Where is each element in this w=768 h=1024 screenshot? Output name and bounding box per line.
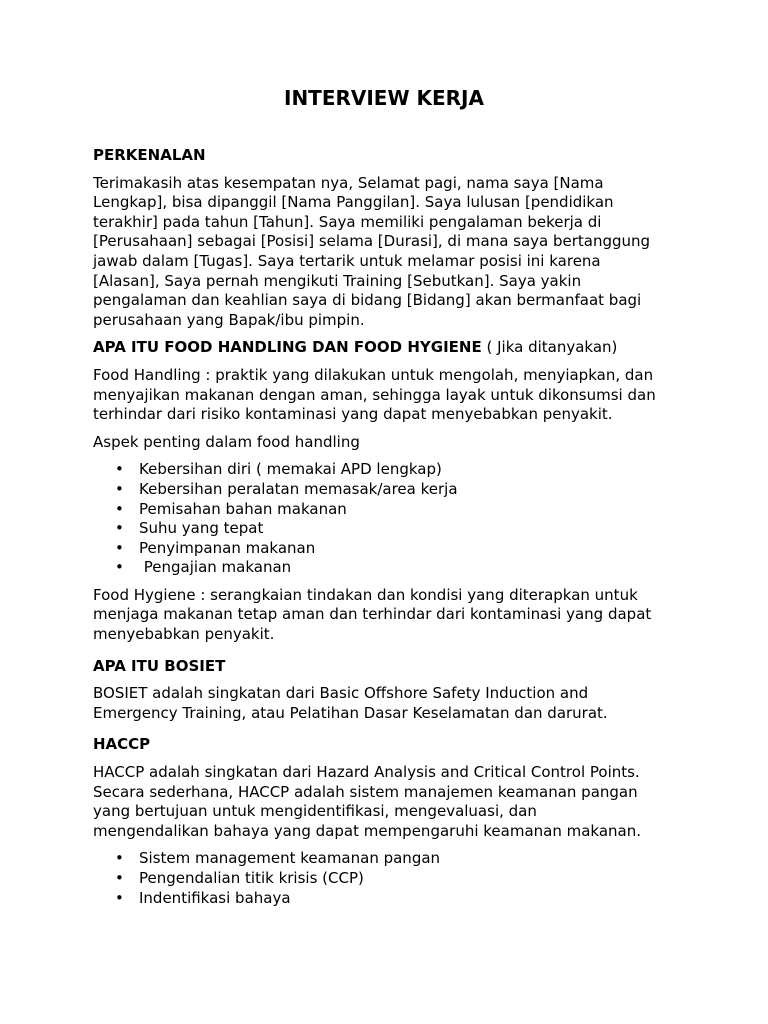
section-heading-perkenalan: PERKENALAN — [93, 146, 206, 164]
list-item — [93, 889, 683, 909]
bullet-icon: • — [115, 888, 124, 907]
text-line: [Perusahaan] sebagai [Posisi] selama [Durasi], di mana saya bertanggung — [93, 232, 651, 251]
text-line: HACCP adalah singkatan dari Hazard Analysis and Critical Control Points. — [93, 763, 640, 782]
paragraph-aspek-label: Aspek penting dalam food handling — [93, 432, 360, 451]
section-heading-food-bold: APA ITU FOOD HANDLING DAN FOOD HYGIENE — [93, 338, 482, 357]
document-content — [93, 84, 683, 916]
section-heading-haccp: HACCP — [93, 735, 151, 754]
bullet-icon: • — [115, 499, 124, 518]
list-item — [93, 500, 683, 520]
list-item-text: Indentifikasi bahaya — [139, 888, 291, 907]
text-line: perusahaan yang Bapak/ibu pimpin. — [93, 310, 365, 329]
text-line: mengendalikan bahaya yang dapat mempengaruhi keamanan makanan. — [93, 821, 642, 840]
text-line: Terimakasih atas kesempatan nya, Selamat pagi, nama saya [Nama — [93, 173, 604, 192]
text-line: terhindar dari risiko kontaminasi yang dapat menyebabkan penyakit. — [93, 405, 613, 424]
bullet-icon: • — [115, 519, 124, 538]
section-heading-bosiet: APA ITU BOSIET — [93, 656, 226, 675]
list-item-text: Kebersihan peralatan memasak/area kerja — [139, 479, 458, 498]
list-item — [93, 480, 683, 500]
paragraph-perkenalan — [93, 174, 683, 331]
list-haccp — [93, 849, 683, 908]
paragraph-haccp — [93, 763, 683, 841]
text-line: [Alasan], Saya pernah mengikuti Training [Sebutkan]. Saya yakin — [93, 271, 582, 290]
list-item — [93, 539, 683, 559]
text-line: Lengkap], bisa dipanggil [Nama Panggilan]. Saya lulusan [pendidikan — [93, 193, 614, 212]
list-item — [93, 558, 683, 578]
list-item-text: Penyimpanan makanan — [139, 538, 316, 557]
paragraph-food-hygiene — [93, 586, 683, 645]
text-line: Emergency Training, atau Pelatihan Dasar Keselamatan dan darurat. — [93, 703, 608, 722]
list-item — [93, 869, 683, 889]
list-item-text: Kebersihan diri ( memakai APD lengkap) — [139, 460, 442, 479]
bullet-icon: • — [115, 460, 124, 479]
text-line: BOSIET adalah singkatan dari Basic Offshore Safety Induction and — [93, 684, 589, 703]
paragraph-food-handling — [93, 366, 683, 425]
text-line: menjaga makanan tetap aman dan terhindar dari kontaminasi yang dapat — [93, 605, 652, 624]
text-line: menyebabkan penyakit. — [93, 625, 275, 644]
list-item-text: Suhu yang tepat — [139, 519, 264, 538]
text-line: Secara sederhana, HACCP adalah sistem manajemen keamanan pangan — [93, 782, 638, 801]
section-heading-food-note: ( Jika ditanyakan) — [481, 338, 618, 357]
list-item — [93, 519, 683, 539]
bullet-icon: • — [115, 538, 124, 557]
text-line: jawab dalam [Tugas]. Saya tertarik untuk melamar posisi ini karena — [93, 251, 601, 270]
bullet-icon: • — [115, 558, 124, 577]
list-item-text: Pemisahan bahan makanan — [139, 499, 347, 518]
bullet-icon: • — [115, 479, 124, 498]
text-line: terakhir] pada tahun [Tahun]. Saya memiliki pengalaman bekerja di — [93, 212, 602, 231]
bullet-icon: • — [115, 849, 124, 868]
text-line: Food Handling : praktik yang dilakukan untuk mengolah, menyiapkan, dan — [93, 365, 654, 384]
list-aspek-food-handling — [93, 460, 683, 578]
document-title: INTERVIEW KERJA — [284, 86, 484, 110]
section-heading-food — [93, 338, 683, 358]
list-item-text: Pengajian makanan — [139, 558, 292, 577]
paragraph-bosiet — [93, 684, 683, 723]
text-line: pengalaman dan keahlian saya di bidang [Bidang] akan bermanfaat bagi — [93, 291, 642, 310]
list-item — [93, 460, 683, 480]
list-item-text: Sistem management keamanan pangan — [139, 849, 441, 868]
list-item — [93, 849, 683, 869]
bullet-icon: • — [115, 869, 124, 887]
text-line: yang bertujuan untuk mengidentifikasi, mengevaluasi, dan — [93, 802, 537, 821]
text-line: Food Hygiene : serangkaian tindakan dan kondisi yang diterapkan untuk — [93, 585, 638, 604]
list-item-text: Pengendalian titik krisis (CCP) — [139, 869, 364, 887]
text-line: menyajikan makanan dengan aman, sehingga layak untuk dikonsumsi dan — [93, 385, 656, 404]
